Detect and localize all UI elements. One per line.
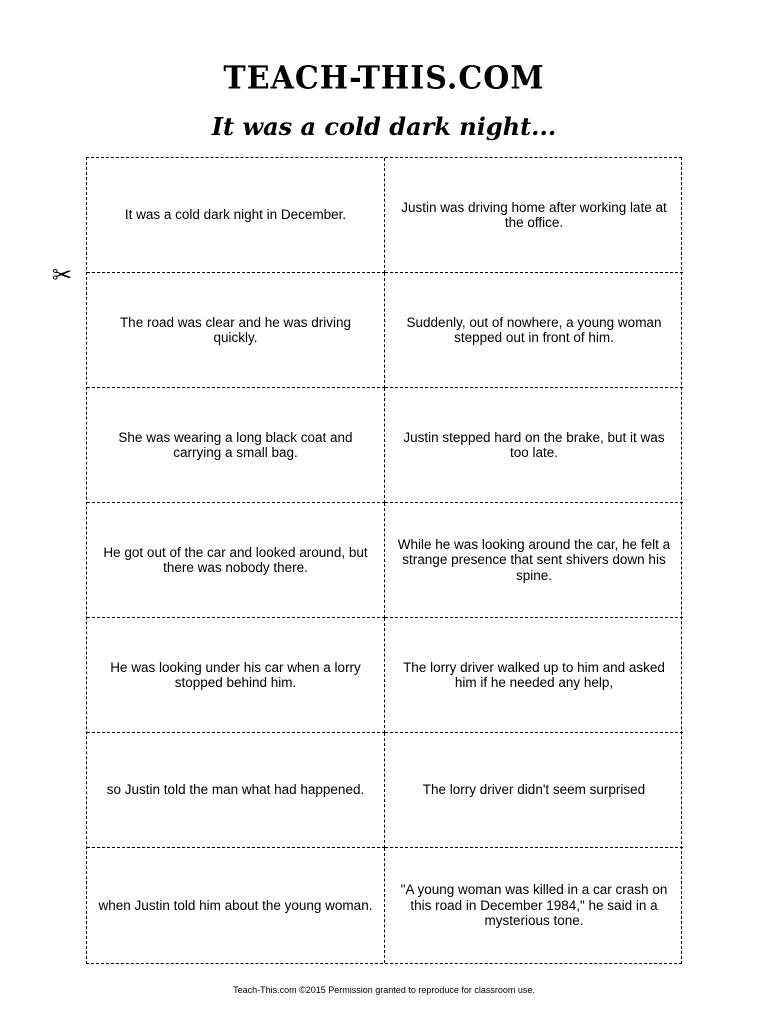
story-card: The lorry driver walked up to him and asked him if he needed any help, [385, 618, 683, 733]
story-card: Justin was driving home after working late at the office. [385, 158, 683, 273]
story-card: Justin stepped hard on the brake, but it was too late. [385, 388, 683, 503]
story-card: "A young woman was killed in a car crash on this road in December 1984," he said in a mysterious tone. [400, 882, 668, 929]
story-card: He was looking under his car when a lorry stopped behind him. [87, 618, 385, 733]
story-card: He got out of the car and looked around, but there was nobody there. [87, 503, 385, 618]
story-card: The road was clear and he was driving quickly. [87, 273, 385, 388]
copyright-footer: Teach-This.com ©2015 Permission granted to reproduce for classroom use. [233, 985, 535, 995]
story-card: Suddenly, out of nowhere, a young woman stepped out in front of him. [385, 273, 683, 388]
story-card-grid [86, 157, 682, 964]
story-card: While he was looking around the car, he felt a strange presence that sent shivers down his spine. [385, 503, 683, 618]
story-card: so Justin told the man what had happened. [87, 733, 385, 848]
worksheet-title: It was a cold dark night... [211, 112, 557, 141]
site-title: TEACH-THIS.COM [223, 60, 545, 97]
scissors-icon: ✂ [51, 261, 73, 289]
story-card: when Justin told him about the young woman. [87, 848, 385, 963]
story-card: The lorry driver didn't seem surprised [385, 733, 683, 848]
story-card: It was a cold dark night in December. [87, 158, 385, 273]
story-card: She was wearing a long black coat and carrying a small bag. [87, 388, 385, 503]
